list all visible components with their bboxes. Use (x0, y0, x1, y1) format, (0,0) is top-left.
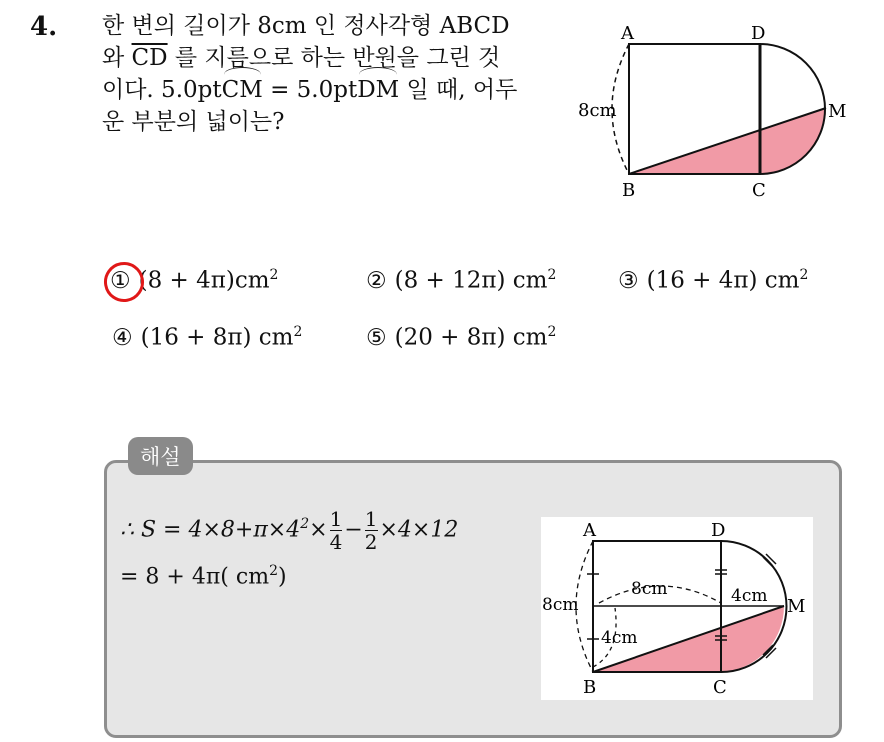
choice-1-number: ① (110, 267, 131, 294)
label-r2-solution: 4cm (601, 628, 638, 648)
figure-square-semicircle (575, 20, 855, 200)
choice-2-exp: 2 (547, 267, 557, 283)
choice-4[interactable] (112, 324, 302, 351)
choice-5[interactable] (366, 324, 556, 351)
label-d: D (751, 23, 766, 44)
label-side: 8cm (578, 100, 617, 121)
label-r1-solution: 4cm (731, 586, 768, 606)
choice-5-text: (20 + 8π) cm (394, 324, 548, 351)
solution-line-1 (120, 508, 458, 553)
choice-2-number: ② (366, 267, 387, 294)
label-m-solution: M (787, 596, 806, 617)
sol-part-a: ∴ S = 4×8+π×4 (120, 517, 301, 543)
sol-exp-1: 2 (300, 516, 310, 533)
choice-4-exp: 2 (293, 324, 303, 340)
solution-tag: 해설 (128, 437, 193, 475)
label-b: B (622, 180, 636, 200)
label-b-solution: B (583, 677, 597, 698)
question-number: 4. (30, 12, 58, 42)
sol-part-c: − (344, 517, 363, 543)
figure-solution (541, 517, 813, 700)
choice-4-text: (16 + 8π) cm (140, 324, 294, 351)
question-line-1: 한 변의 길이가 8cm 인 정사각형 ABCD (102, 13, 510, 39)
arc-dm: DM (357, 74, 399, 106)
choice-3-text: (16 + 4π) cm (646, 267, 800, 294)
label-a: A (621, 23, 634, 44)
question-line-3-post: 일 때, 어두 (406, 77, 518, 103)
solution-line-2 (120, 556, 287, 592)
question-line-3-pre: 이다. 5.0pt (102, 77, 222, 103)
label-mid-solution: 8cm (631, 579, 668, 599)
label-a-solution: A (583, 520, 596, 541)
choice-3-exp: 2 (799, 267, 809, 283)
choice-3[interactable] (618, 267, 808, 294)
solution-formula (120, 507, 459, 590)
arc-cm: CM (222, 74, 263, 106)
label-d-solution: D (711, 520, 726, 541)
question-text (102, 10, 572, 138)
label-side-solution: 8cm (542, 595, 579, 615)
choice-3-number: ③ (618, 267, 639, 294)
fraction-one-half: $\frac{1}{2}$ (364, 507, 378, 554)
choice-4-number: ④ (112, 324, 133, 351)
choice-1[interactable] (110, 267, 278, 294)
sol-part-d: ×4×12 (379, 517, 459, 543)
question-line-4: 운 부분의 넓이는? (102, 109, 285, 135)
choice-5-exp: 2 (547, 324, 557, 340)
choice-2-text: (8 + 12π) cm (394, 267, 548, 294)
segment-cd: $\overline{CD}$ (131, 45, 168, 71)
sol-l2-a: = 8 + 4π( cm (120, 564, 270, 590)
question-line-3-mid: = 5.0pt (270, 77, 358, 103)
label-c-solution: C (713, 677, 727, 698)
label-c: C (752, 180, 766, 200)
choice-2[interactable] (366, 267, 556, 294)
sol-l2-exp: 2 (269, 563, 278, 579)
question-line-2-pre: 와 (102, 45, 125, 71)
fraction-one-quarter: $\frac{1}{4}$ (329, 507, 343, 554)
choice-1-text: (8 + 4π)cm (138, 267, 270, 294)
sol-l2-b: ) (277, 564, 287, 590)
selected-circle-mark (101, 259, 147, 305)
choice-1-exp: 2 (269, 267, 279, 283)
question-line-2-post: 를 지름으로 하는 반원을 그린 것 (174, 45, 501, 71)
label-m: M (828, 101, 847, 122)
sol-part-b: × (309, 517, 328, 543)
question-line-3 (102, 74, 572, 106)
question-line-2 (102, 42, 572, 74)
choice-5-number: ⑤ (366, 324, 387, 351)
